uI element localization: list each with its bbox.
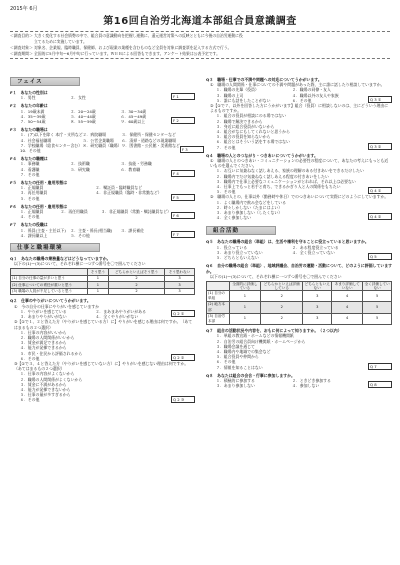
answer-option[interactable]: ５．公営企業職場 [82, 137, 114, 143]
answer-option[interactable]: ６．教育職 [120, 166, 141, 172]
question-row [10, 222, 195, 238]
rating-cell[interactable]: 1 [87, 282, 108, 289]
question-q4 [206, 153, 392, 221]
intro-line: ＜調査期間＞ 全国的に5月中旬〜6月中旬に行っています。ＷＥＢによる回答もできます。アンケート結果は公表予定です。 [10, 51, 220, 56]
question-sub: ① 職場の人とのつきあい・コミュニケーションの必要性の程度について、あなたの考えにもっとも近いものを選んでください。 [210, 158, 389, 169]
question-q5 [206, 239, 392, 260]
answer-option[interactable]: ３．職場会議を通じて [216, 343, 255, 349]
answer-option[interactable]: ４．社会福祉職場 [20, 137, 52, 143]
q8-options [206, 378, 368, 388]
answer-box[interactable]: Q 5 [368, 253, 392, 260]
answer-option[interactable]: ２．女性 [70, 95, 86, 101]
rating-cell[interactable]: 3 [303, 290, 332, 301]
rating-cell[interactable]: 1 [229, 302, 260, 313]
answer-option[interactable]: １．職場の先輩（役員） [216, 87, 259, 93]
answer-option[interactable]: ５．組合の役員を知らないから [216, 134, 271, 140]
face-question [10, 90, 195, 100]
question-row [10, 103, 195, 124]
answer-option[interactable]: ７．情報を知ることはない [216, 364, 263, 370]
question-text: Q４ 職場の人とのつながり・つきあいについてうかがいます。 [206, 152, 318, 158]
table-row [207, 313, 392, 324]
answer-box[interactable]: F 1 [171, 93, 195, 100]
answer-box[interactable]: Q 7 [368, 363, 392, 370]
answer-option[interactable]: ５．その他 [70, 232, 90, 238]
question-body [10, 204, 171, 220]
question-q1 [10, 256, 195, 295]
rating-cell[interactable]: 3 [165, 288, 195, 295]
answer-option[interactable]: ４．能力が発揮できるから [20, 345, 67, 351]
table-header-cell: あまり評価していない [332, 281, 363, 290]
answer-option[interactable]: ３．あまり参加しない（したくない） [216, 210, 283, 216]
answer-option[interactable]: ２．職場で解決できるから [216, 118, 263, 124]
row-label: (2) 仕事についての責任が重いと思う [11, 282, 88, 289]
question-body [10, 222, 171, 238]
answer-option[interactable]: ２．職場の同僚・友人 [292, 87, 331, 93]
intro-line: ＜調査対象＞ 対象名、企業規、臨時職員、保健師、および現業の業種を含むものなど全員を対象に調査票を記入する方式で行う。 [10, 45, 232, 50]
rating-cell[interactable]: 3 [165, 275, 195, 282]
row-label: (1) 自分の単組 [207, 290, 230, 301]
question-row [10, 204, 195, 220]
answer-option[interactable]: ４．看護職 [20, 166, 40, 172]
rating-cell[interactable]: 1 [229, 290, 260, 301]
rating-cell[interactable]: 1 [87, 288, 108, 295]
answer-option[interactable]: １．組合の役員が相談にのる場ではない [216, 113, 287, 119]
rating-cell[interactable]: 5 [363, 302, 392, 313]
question-instruction: 以下の(1)〜(3)について、それぞれ横に一つずつ番号を〇で囲んでください [14, 261, 146, 267]
answer-option[interactable]: ５．研究職 [70, 166, 90, 172]
answer-option[interactable]: ３．非正規職員（常勤・嘱託職員など） [100, 209, 171, 215]
answer-box[interactable]: F 4 [171, 170, 195, 177]
answer-option[interactable]: ３．賃金が満足できるから [20, 340, 67, 346]
table-header-cell: そう思う [87, 269, 108, 276]
q5-options [206, 245, 368, 261]
answer-option[interactable]: ７．50〜54歳 [20, 119, 46, 125]
answer-option[interactable]: １．事務職 [20, 161, 40, 167]
row-label: (1) 自分の仕事の量が多いと思う [11, 275, 88, 282]
answer-option[interactable]: １．役立っている [216, 244, 248, 250]
right-column [206, 75, 392, 388]
rating-cell[interactable]: 2 [108, 282, 164, 289]
answer-option[interactable]: ６．その他 [20, 355, 40, 361]
answer-option[interactable]: ２．職場の人間関係がいいから [20, 334, 75, 340]
face-question [10, 127, 195, 153]
answer-option[interactable]: ４．能力が発揮できないから [20, 386, 71, 392]
question-row [10, 156, 195, 177]
answer-option[interactable]: ２．職場の人間関係がよくないから [20, 376, 83, 382]
answer-option[interactable]: １．正規職員 [20, 185, 44, 191]
answer-option[interactable]: ３．あまりやりがいがない [20, 314, 67, 320]
answer-option[interactable]: １．19歳未満 [20, 108, 45, 114]
answer-option[interactable]: ９．60歳以上 [120, 119, 146, 125]
answer-option[interactable]: ２．技術職 [70, 161, 90, 167]
answer-option[interactable]: ８．55〜59歳 [70, 119, 96, 125]
question-text: F６ あなたの任用・雇用形態は [10, 203, 68, 209]
rating-cell[interactable]: 2 [261, 313, 303, 324]
rating-cell[interactable]: 4 [332, 302, 363, 313]
q4b-options [206, 200, 368, 221]
rating-cell[interactable]: 2 [108, 288, 164, 295]
rating-cell[interactable]: 3 [165, 282, 195, 289]
answer-box[interactable]: F 5 [171, 194, 195, 201]
table-row [11, 288, 195, 295]
answer-option[interactable]: ８．研究職員（職場） [82, 142, 122, 148]
question-sub: ③【①で３、４と答えた方（やりがいを感じていない方）に】やりがいを感じない理由は何ですか。（あてはまるもの２つ選択） [14, 360, 189, 372]
question-sub: ②【①で１、２と答えた方（やりがいを感じている方）に】やりがいを感じる理由は何ですか。（あてはまるもの２つ選択） [14, 319, 193, 330]
answer-option[interactable]: １．仕事の内容がいいから [20, 329, 67, 335]
question-text: F５ あなたの任用・雇用形態は [10, 180, 68, 186]
question-text: Q２ 仕事のやりがいについてうかがいます。 [10, 298, 91, 304]
answer-option[interactable]: ５．その他 [20, 195, 40, 201]
section-band-union: 組合活動 [206, 226, 276, 235]
answer-option[interactable]: ３．再任用職員 [20, 190, 48, 196]
face-question [10, 103, 195, 124]
question-q2 [10, 298, 195, 402]
answer-option[interactable]: ６．その他 [292, 97, 312, 103]
answer-option[interactable]: １．単組の教宣紙・ホームなどの情報機関紙 [216, 333, 294, 339]
answer-option[interactable]: ２．ときどき参加する [292, 377, 331, 383]
table-header-cell: 全面的に評価している [229, 281, 260, 290]
face-question [10, 156, 195, 177]
question-sub: ②【①で７、以外を回答した方にうかがいます】組合（役員）に相談しないのは、主にどういう理由によるものですか。 [210, 103, 389, 114]
rating-cell[interactable]: 5 [363, 313, 392, 324]
answer-option[interactable]: ５．40〜44歳 [70, 113, 96, 119]
question-text: Q１ あなたの職場の業務量などはどうなっていますか。 [10, 256, 111, 262]
question-sub: ① 職場の人間関係・仕事についての不満や問題があった際、主に誰に話したり相談していますか。 [210, 82, 385, 88]
table-header-cell: そう思わない [165, 269, 195, 276]
q2a-options [10, 309, 171, 319]
rating-cell[interactable]: 4 [332, 290, 363, 301]
rating-cell[interactable]: 2 [108, 275, 164, 282]
question-body [10, 90, 171, 100]
answer-option[interactable]: ５．市民・住民から評価されるから [20, 350, 83, 356]
answer-option[interactable]: ３．課長補佐 [120, 227, 144, 233]
answer-box[interactable]: Q 2 ① [171, 310, 195, 317]
rating-cell[interactable]: 3 [303, 302, 332, 313]
answer-option[interactable]: ６．組合とはそういう話をする場ではない [216, 139, 290, 145]
rating-cell[interactable]: 4 [332, 313, 363, 324]
answer-option[interactable]: １．積極的に参加する [216, 377, 255, 383]
answer-option[interactable]: １．仕事の内容がよくないから [20, 371, 75, 377]
answer-option[interactable]: ４．35〜39歳 [20, 113, 46, 119]
question-body [10, 127, 180, 153]
rating-cell[interactable]: 1 [87, 275, 108, 282]
answer-option[interactable]: １．係員(主査・主任以下) [20, 227, 66, 233]
answer-options [10, 109, 171, 125]
answer-options [10, 132, 180, 153]
question-text: Q５ あなたの職場の組合（単組）は、生活や権利を守ることに役立っていると思いますか。 [206, 239, 369, 245]
intro-line: 立てるために実施しています。 [10, 39, 87, 44]
row-label: (3) 自治労本部 [207, 313, 230, 324]
answer-option[interactable]: ４．全く参加しない [216, 215, 252, 221]
answer-option[interactable]: ４．参加しない [292, 383, 320, 389]
answer-option[interactable]: ６．その他 [20, 397, 40, 403]
question-text: Q６ 自分の職場の組合（単組）、地域評議会、自治労の運動・活動について、どのように評価していますか。 [206, 263, 393, 274]
answer-box[interactable]: F 6 [171, 212, 195, 219]
answer-box[interactable]: F 2 [171, 117, 195, 124]
face-question [10, 204, 195, 220]
question-q7 [206, 328, 392, 370]
q2b-options [10, 330, 171, 361]
question-body [10, 156, 171, 177]
face-questions [10, 90, 195, 238]
question-q6 [206, 263, 392, 325]
left-column [10, 75, 195, 403]
answer-option[interactable]: ３．あまり役立っていない [216, 249, 263, 255]
answer-option[interactable]: ５．どちらともいえない [216, 255, 259, 261]
question-text: F７ あなたの役職は [10, 222, 48, 228]
table-row [207, 302, 392, 313]
answer-option[interactable]: １．お互いに気兼ねなく話しあえる、家族の理解のある付きあいをできるだけしたい [216, 168, 364, 174]
answer-option[interactable]: ９．図書館・公民館・美術館など [121, 142, 180, 148]
question-q3 [206, 77, 392, 150]
question-text: F２ あなたの年齢は [10, 103, 48, 109]
q7-options [206, 333, 368, 369]
q2c-options [10, 371, 171, 402]
survey-date: 2015年 6月 [10, 6, 38, 12]
page-title: 第16回自治労北海道本部組合員意識調査 [103, 16, 297, 27]
table-header-cell: 全く評価していない [364, 281, 390, 290]
face-question [10, 222, 195, 238]
answer-option[interactable]: ５．誰にも話をしたことがない [216, 97, 271, 103]
answer-box[interactable]: Q 2 ② [171, 354, 195, 361]
answer-option[interactable]: ２．自治労の組合員向け機関紙・ホームページから [216, 338, 306, 344]
answer-option[interactable]: ４．全くやりがいがない [95, 314, 139, 320]
q4a-options [206, 168, 368, 194]
answer-option[interactable]: ４．職場内や地域での集会など [216, 348, 271, 354]
answer-options [10, 185, 171, 201]
table-header-cell: どちらともいえない [304, 281, 330, 290]
answer-option[interactable]: １．よく職場内で飲み会などをしている [216, 199, 287, 205]
section-band-work: 仕事と職場環境 [10, 243, 100, 252]
intro-block [10, 31, 390, 59]
answer-option[interactable]: ４．職場以外の友人や家族 [292, 92, 339, 98]
question-instruction: 以下の(1)〜(3)について、それぞれ横に一つずつ番号を〇で囲んでください [210, 273, 342, 279]
question-text: F１ あなたの性別は [10, 90, 48, 95]
answer-option[interactable]: ３．職場の上司 [216, 92, 244, 98]
answer-option[interactable]: ７．その他 [216, 144, 236, 150]
answer-option[interactable]: ７．その他 [20, 171, 40, 177]
row-label: (2) 地方本部 [207, 302, 230, 313]
question-q8 [206, 373, 392, 389]
answer-options [10, 209, 171, 219]
answer-options [10, 95, 171, 100]
rating-cell[interactable]: 2 [261, 290, 303, 301]
answer-option[interactable]: ５．仕事の量が多すぎるから [20, 392, 71, 398]
q3b-options [206, 113, 368, 149]
answer-option[interactable]: ４．課長職以上 [20, 232, 48, 238]
table-header-cell: どちらかといえば評価している [261, 281, 303, 290]
answer-option[interactable]: ２．まあまあやりがいがある [95, 308, 147, 314]
answer-option[interactable]: １．やりがいを感じている [20, 308, 67, 314]
question-sub: ② 職場の人との、仕事以外（勤務時や休日）でのつきあいについて実際にどのようにしていますか。 [210, 194, 389, 200]
question-row [10, 90, 195, 100]
answer-option[interactable]: １．男性 [20, 95, 36, 101]
answer-option[interactable]: 10．その他 [20, 148, 41, 154]
question-text: Q８ あなたは組合の会合・行事に参加しますか。 [206, 372, 295, 378]
answer-option[interactable]: ６．その他 [216, 359, 236, 365]
answer-option[interactable]: ４．仕事上でもっと若手と育ち、できるかぎり人と人の関係をもちたい [216, 184, 341, 190]
face-question [10, 180, 195, 201]
answer-box[interactable]: Q 4 ① [368, 187, 392, 194]
answer-option[interactable]: ２．ある程度役立っている [292, 244, 339, 250]
q6-table [206, 281, 392, 325]
answer-option[interactable]: ２．時々しかしない（たまにはよい） [216, 204, 283, 210]
answer-option[interactable]: ２．20〜24歳 [70, 108, 96, 114]
answer-option[interactable]: ３．賃金に不満があるから [20, 381, 67, 387]
answer-box[interactable]: Q 4 ② [368, 213, 392, 220]
table-row [207, 290, 392, 301]
rating-cell[interactable]: 1 [229, 313, 260, 324]
answer-box[interactable]: Q 8 [368, 381, 392, 388]
answer-options [10, 161, 171, 177]
answer-option[interactable]: ５．その他 [216, 189, 236, 195]
answer-option[interactable]: ４．非正規職員（臨時・非常勤など） [95, 190, 162, 196]
q1-table [10, 268, 195, 295]
answer-box[interactable]: Q 3 ① [368, 96, 392, 103]
answer-option[interactable]: ４．組合がなにもしてくれないと思うから [216, 129, 290, 135]
answer-option[interactable]: ３．30〜34歳 [120, 108, 147, 114]
answer-option[interactable]: ６．45〜49歳 [120, 113, 147, 119]
answer-option[interactable]: ３．技能・労務職 [120, 161, 152, 167]
rating-cell[interactable]: 5 [363, 290, 392, 301]
row-label: (3) 職場の人員が不足していると思う [11, 288, 88, 295]
table-header-cell: どちらかといえばそう思う [108, 269, 164, 276]
answer-option[interactable]: ４．その他 [20, 214, 40, 220]
answer-box[interactable]: Q 3 ② [368, 143, 392, 150]
question-row [10, 127, 195, 153]
rating-cell[interactable]: 2 [261, 302, 303, 313]
answer-option[interactable]: ３．あまり参加しない [216, 383, 255, 389]
answer-option[interactable]: ３．身近に組合役員がいないから [216, 123, 275, 129]
answer-box[interactable]: F 7 [171, 231, 195, 238]
answer-option[interactable]: ６．清掃・道路などの現業職場 [121, 137, 177, 143]
answer-box[interactable]: Q 2 ③ [171, 396, 195, 403]
question-sub: ① 今の自分の仕事にやりがいを感じていますか [14, 303, 100, 309]
answer-option[interactable]: ４．全く役立っていない [292, 249, 335, 255]
answer-option[interactable]: ３．職場内で仕事上必要なコミュニケーションがとれれば、それ以上は必要ない [216, 178, 356, 184]
question-text: Q３ 職場・仕事での不満や問題への対応についてうかがいます。 [206, 77, 322, 82]
question-text: F４ あなたの職種は [10, 156, 48, 162]
question-text: F３ あなたの職場は [10, 127, 48, 133]
section-band-face: フェイス [10, 77, 80, 86]
question-row [10, 180, 195, 201]
question-body [10, 180, 171, 201]
question-text: Q７ 組合の活動状況や内容を、おもに何によって知りますか。（２つ以内） [206, 328, 342, 334]
answer-option[interactable]: ５．組合役員や仲間から [216, 354, 259, 360]
q3a-options [206, 87, 368, 103]
answer-option[interactable]: ２．再任用職員 [60, 209, 88, 215]
answer-option[interactable]: ７．学校職場（給食センター含む） [20, 142, 83, 148]
answer-option[interactable]: ２．嘱託員・臨時職員など [95, 185, 143, 191]
table-header-cell [207, 281, 230, 290]
answer-option[interactable]: ２．病院職場 [82, 132, 106, 138]
answer-options [10, 228, 171, 238]
answer-option[interactable]: １．(ア)以下を除く 本庁・支所など [20, 132, 83, 138]
rating-cell[interactable]: 3 [303, 313, 332, 324]
answer-option[interactable]: １．正規職員 [20, 209, 44, 215]
answer-box[interactable]: F 3 [180, 146, 204, 153]
answer-option[interactable]: ２．主査・係長(相当職) [70, 227, 113, 233]
answer-option[interactable]: ２．職場内でだけ気兼ねなく話しあえる程度の付きあいをしたい [216, 173, 329, 179]
answer-option[interactable]: ３．保健所・保健センターなど [121, 132, 176, 138]
intro-line: ＜調査目的＞ 大きく変化する社会情勢の中で、組合員の意識動向を把握し運動に、還元運営対策への反映とともに今後の自治労運動に役 [10, 33, 243, 38]
question-body [10, 103, 171, 124]
